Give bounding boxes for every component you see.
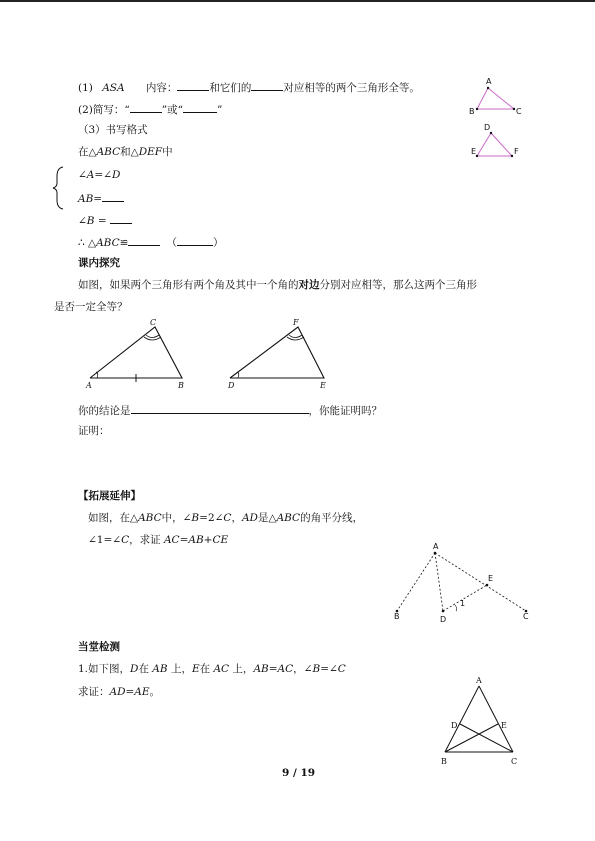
- check-question-1: [78, 663, 346, 676]
- vertex-label-f: F: [514, 147, 519, 156]
- text-segment: 你的结论是: [78, 405, 131, 417]
- condition-side-ab: [78, 191, 124, 206]
- vertex-label-e: E: [320, 381, 326, 390]
- vertex-label-d: D: [451, 721, 458, 730]
- page-number: 9 / 19: [282, 767, 316, 779]
- text-segment: 求证：: [78, 686, 110, 698]
- section-heading-extend: 【拓展延伸】: [78, 490, 141, 502]
- vertex-label-b: B: [441, 757, 447, 766]
- vertex-label-b: B: [469, 107, 475, 116]
- proof-label: 证明：: [78, 425, 110, 437]
- asa-triangles-figure: [465, 70, 535, 170]
- equation: AD=AE: [109, 686, 150, 698]
- triangle-abc: [477, 88, 514, 109]
- text-segment: 和△: [120, 146, 139, 158]
- blank-6: [110, 213, 132, 224]
- vertex-label-c: C: [523, 612, 529, 621]
- text-segment: 和它们的: [209, 82, 252, 94]
- vertex-label-d: D: [228, 381, 235, 390]
- congruent-symbol: ≌: [119, 237, 129, 249]
- quote-open: “: [124, 104, 130, 116]
- triangle-name: ABC: [138, 512, 162, 524]
- text-segment: 对应相等的两个三角形全等。: [283, 82, 420, 94]
- text-segment: 如图，在△: [88, 512, 139, 524]
- text-segment: 在: [138, 663, 153, 675]
- explore-triangles-figure: [80, 316, 340, 392]
- item-number: (1): [78, 82, 93, 94]
- vertex-label-e: E: [501, 721, 507, 730]
- text-segment: 1.如下图，: [78, 663, 131, 675]
- triangle-name: DEF: [138, 146, 163, 158]
- abbrev-line: [78, 102, 222, 117]
- text-segment: =2∠: [199, 512, 224, 524]
- content-label: 内容：: [145, 82, 178, 94]
- therefore-symbol: ∴ △: [78, 237, 97, 249]
- vertex-label-c: C: [511, 757, 518, 766]
- text-segment: 中，∠: [161, 512, 192, 524]
- conclusion-line: [78, 235, 223, 250]
- angle-var: B: [191, 512, 200, 524]
- segment-name: AC: [213, 663, 230, 675]
- angle-var: C: [121, 534, 130, 546]
- paren: ）: [212, 237, 224, 249]
- quote-close: ”: [217, 104, 223, 116]
- segment-name: AB: [152, 663, 168, 675]
- page-top-border: [0, 0, 595, 2]
- text-segment: 。: [149, 686, 161, 698]
- check-figure: [435, 672, 525, 768]
- paren: （: [166, 237, 177, 249]
- triangle-name: ABC: [96, 237, 120, 249]
- point-var: E: [191, 663, 200, 675]
- angle-label: ∠B =: [78, 215, 110, 227]
- side-label: AB=: [78, 193, 103, 205]
- abbrev-label: (2)简写：: [78, 104, 125, 116]
- vertex-label-a: A: [86, 381, 92, 390]
- blank-4: [183, 102, 217, 113]
- vertex-label-a: A: [476, 676, 482, 685]
- blank-5: [102, 191, 124, 202]
- segment-name: AD: [241, 512, 258, 524]
- extend-problem-line2: [88, 534, 228, 547]
- text-segment: 的角平分线，: [300, 512, 364, 524]
- extend-figure: [390, 543, 540, 625]
- text-segment: 在△: [78, 146, 97, 158]
- quote-or: ”或“: [161, 104, 183, 116]
- triangle-name: ABC: [276, 512, 301, 524]
- vertex-label-a: A: [486, 77, 492, 86]
- extend-problem-line1: [88, 512, 363, 525]
- text-segment: 上，: [167, 663, 192, 675]
- section-heading-explore: 课内探究: [78, 257, 120, 269]
- conclusion-prompt: [78, 403, 382, 418]
- text-segment: 上，: [229, 663, 254, 675]
- angle-var: C: [223, 512, 232, 524]
- vertex-label-d: D: [484, 123, 491, 132]
- text-segment: ，你能证明吗？: [308, 405, 382, 417]
- triangle-name: ABC: [96, 146, 121, 158]
- angle-var: B: [312, 663, 321, 675]
- vertex-label-c: C: [516, 107, 522, 116]
- vertex-label-e: E: [488, 574, 494, 583]
- text-segment: ∠1=∠: [88, 534, 122, 546]
- explore-paragraph-line2: 是否一定全等？: [54, 301, 128, 313]
- in-triangles-line: [78, 146, 173, 159]
- triangle-def: [477, 133, 512, 156]
- text-segment: ，: [231, 512, 242, 524]
- format-label: （3）书写格式: [78, 124, 148, 136]
- blank-8: [177, 235, 213, 246]
- blank-3: [130, 102, 162, 113]
- text-segment: ，∠: [293, 663, 313, 675]
- equation: AC=AB+CE: [163, 534, 229, 546]
- angle-label-1: 1: [460, 599, 466, 608]
- emphasis-text: 对边: [298, 279, 320, 291]
- angle-var: C: [337, 663, 346, 675]
- blank-7: [128, 235, 160, 246]
- vertex-label-a: A: [433, 542, 439, 551]
- explore-paragraph-line1: [78, 279, 477, 292]
- equation: AB=AC: [253, 663, 294, 675]
- asa-content-line: [78, 80, 420, 95]
- text-segment: 分别对应相等，那么这两个三角形: [319, 279, 477, 291]
- condition-angle-a: ∠A=∠D: [78, 169, 121, 181]
- point-var: D: [130, 663, 139, 675]
- condition-angle-b: [78, 213, 132, 228]
- vertex-label-c: C: [150, 318, 157, 327]
- text-segment: 在: [199, 663, 214, 675]
- blank-1: [177, 80, 209, 91]
- vertex-label-d: D: [440, 615, 447, 624]
- section-heading-check: 当堂检测: [78, 641, 120, 653]
- vertex-label-e: E: [471, 147, 477, 156]
- text-segment: 是△: [257, 512, 277, 524]
- check-prove-line: [78, 686, 160, 699]
- left-brace: [52, 166, 66, 210]
- vertex-label-b: B: [394, 612, 400, 621]
- vertex-label-b: B: [178, 381, 184, 390]
- text-segment: ，求证: [129, 534, 164, 546]
- vertex-label-f: F: [293, 318, 299, 327]
- asa-term: ASA: [102, 82, 125, 94]
- blank-2: [251, 80, 283, 91]
- text-segment: =∠: [320, 663, 338, 675]
- text-segment: 中: [162, 146, 173, 158]
- text-segment: 如图，如果两个三角形有两个角及其中一个角的: [78, 279, 299, 291]
- conclusion-blank: [131, 403, 309, 414]
